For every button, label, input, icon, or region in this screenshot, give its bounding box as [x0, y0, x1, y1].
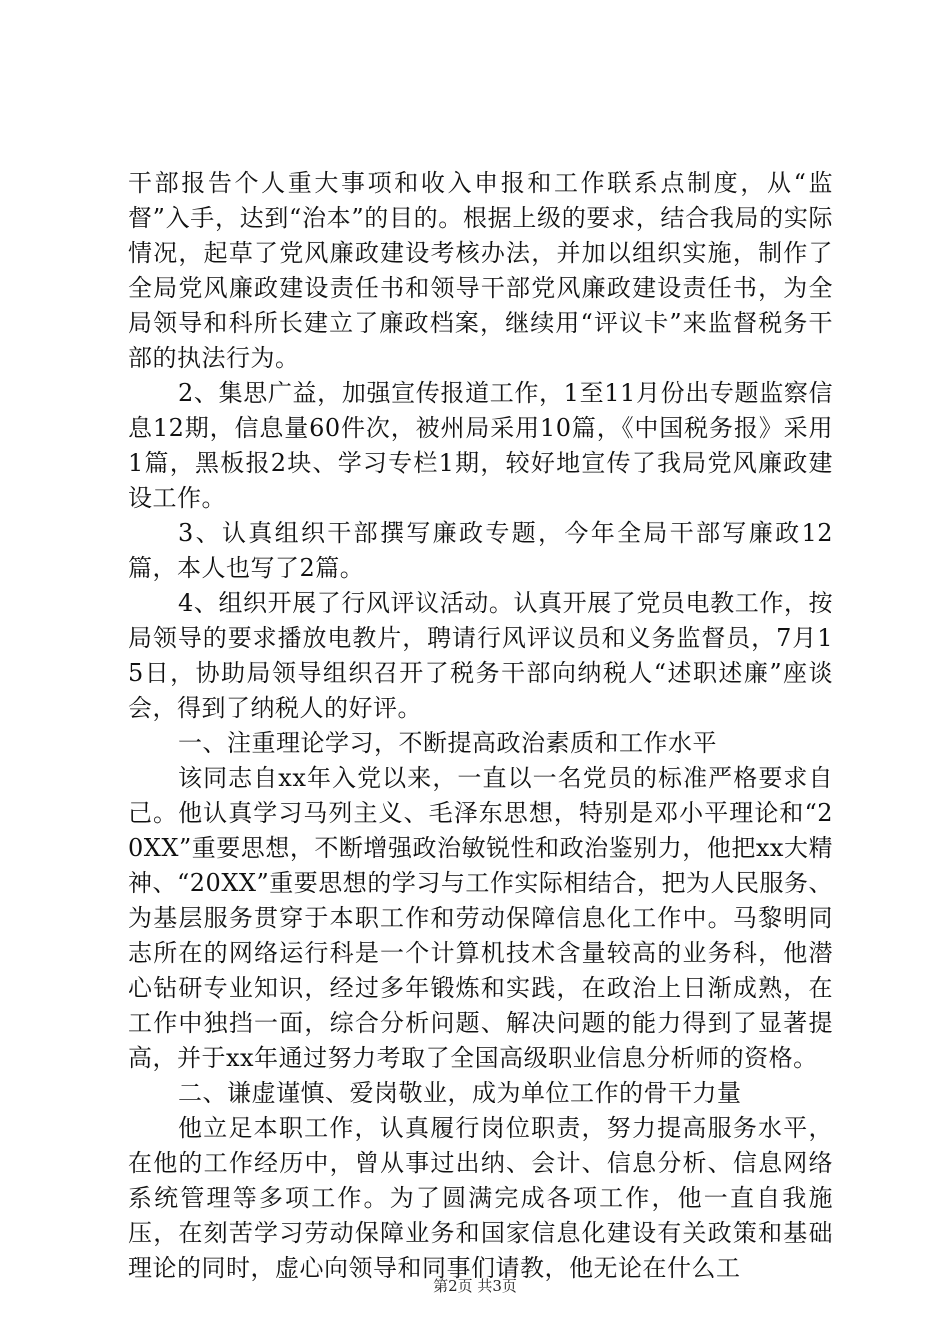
page-footer: 第2页 共3页 [433, 1277, 517, 1295]
section-heading-1: 一、注重理论学习，不断提高政治素质和工作水平 [178, 729, 717, 757]
section-heading-2: 二、谦虚谨慎、爱岗敬业，成为单位工作的骨干力量 [178, 1079, 742, 1107]
paragraph-4: 4、组织开展了行风评议活动。认真开展了党员电教工作，按局领导的要求播放电教片，聘请行风评议员和义务监督员，7月15日，协助局领导组织召开了税务干部向纳税人“述职述廉”座谈会，得到了纳税人的好评。 [128, 589, 833, 722]
paragraph-3: 3、认真组织干部撰写廉政专题，今年全局干部写廉政12篇，本人也写了2篇。 [128, 519, 833, 582]
paragraph-6: 他立足本职工作，认真履行岗位职责，努力提高服务水平，在他的工作经历中，曾从事过出纳、会计、信息分析、信息网络系统管理等多项工作。为了圆满完成各项工作，他一直自我施压，在刻苦学习劳动保障业务和国家信息化建设有关政策和基础理论的同时，虚心向领导和同事们请教，他无论在什么工 [128, 1114, 833, 1282]
paragraph-1: 干部报告个人重大事项和收入申报和工作联系点制度，从“监督”入手，达到“治本”的目的。根据上级的要求，结合我局的实际情况，起草了党风廉政建设考核办法，并加以组织实施，制作了全局党风廉政建设责任书和领导干部党风廉政建设责任书，为全局领导和科所长建立了廉政档案，继续用“评议卡”来监督税务干部的执法行为。 [128, 169, 833, 372]
paragraph-5: 该同志自xx年入党以来，一直以一名党员的标准严格要求自己。他认真学习马列主义、毛泽东思想，特别是邓小平理论和“20XX”重要思想，不断增强政治敏锐性和政治鉴别力，他把xx大精神、“20XX”重要思想的学习与工作实际相结合，把为人民服务、为基层服务贯穿于本职工作和劳动保障信息化工作中。马黎明同志所在的网络运行科是一个计算机技术含量较高的业务科，他潜心钻研专业知识，经过多年锻炼和实践，在政治上日渐成熟，在工作中独挡一面，综合分析问题、解决问题的能力得到了显著提高，并于xx年通过努力考取了全国高级职业信息分析师的资格。 [128, 764, 833, 1072]
paragraph-2: 2、集思广益，加强宣传报道工作，1至11月份出专题监察信息12期，信息量60件次，被州局采用10篇，《中国税务报》采用1篇，黑板报2块、学习专栏1期，较好地宣传了我局党风廉政建设工作。 [128, 379, 833, 512]
document-body [128, 166, 833, 1286]
